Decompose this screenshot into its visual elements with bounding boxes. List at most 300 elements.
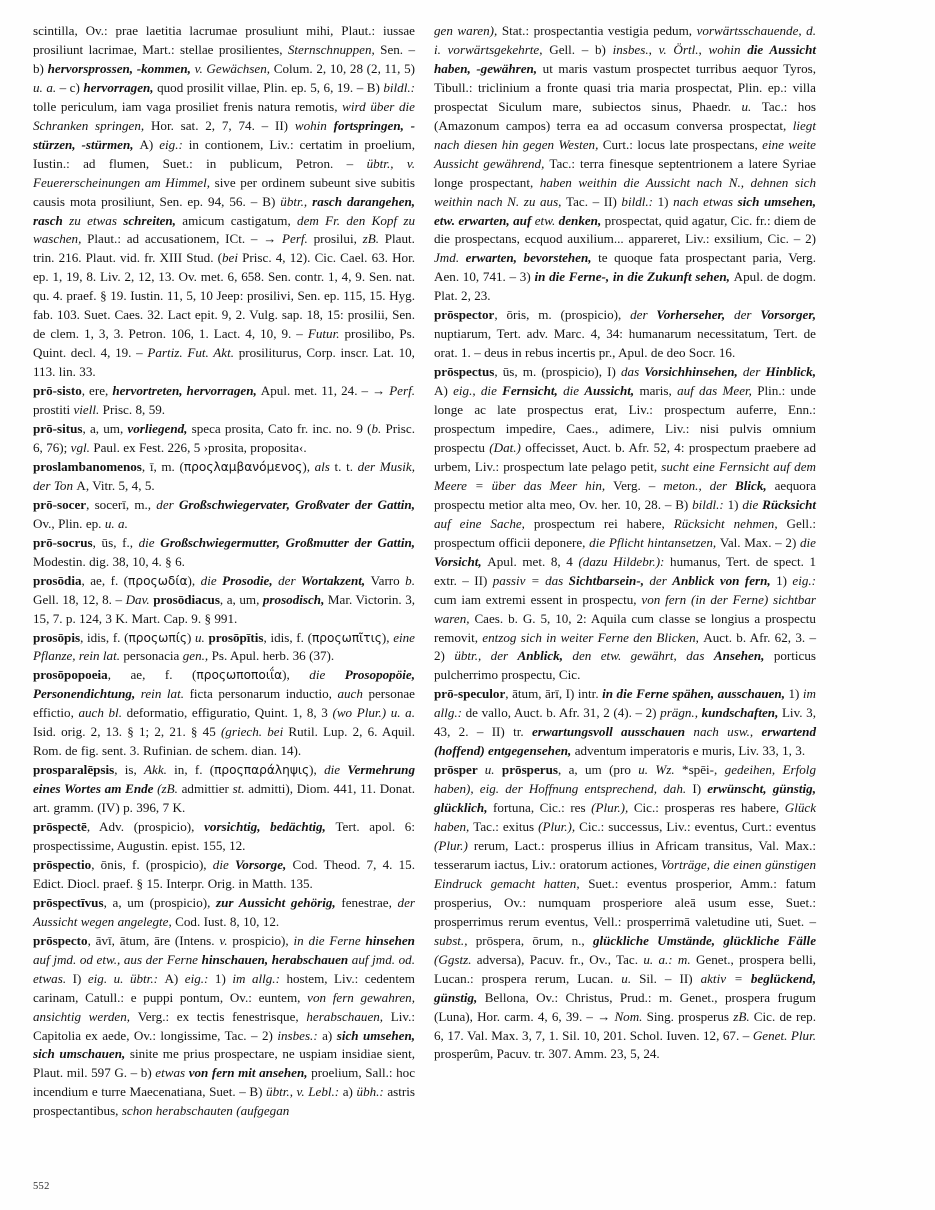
entry-italic: u. a. [104, 515, 128, 531]
entry-gloss: Blick, [735, 477, 775, 493]
entry-text: astris prospectantibus, [33, 1084, 416, 1119]
entry-text: Apul. met. 8, 4 [487, 553, 579, 569]
entry-text: Liv. 3, 43, 2. – II) tr. [434, 705, 816, 740]
entry-text: Tac. – II) [566, 193, 622, 209]
entry-text: Paul. ex Fest. 226, 5 ›prosita, proposita‹. [93, 439, 307, 455]
entry-text: Tac.: hos (Amazonum campos) terra ea ad occasum conversa prospectat, [434, 98, 816, 133]
entry-italic: auf das Meer, [677, 383, 758, 399]
entry-text: prospicio), [232, 932, 294, 948]
entry-italic: (wo Plur.) u. a. [332, 705, 415, 721]
entry-italic: bildl.: [621, 193, 658, 209]
entry-text: , a, um (pro [557, 762, 639, 778]
entry-gloss: Anblick von fern, [672, 572, 777, 588]
entry-italic: nach usw., [693, 724, 762, 740]
entry-text: Isid. orig. 2, 13. § 1; 2, 21. § 45 [33, 724, 221, 740]
dictionary-entry-prosopis [33, 629, 415, 667]
entry-italic: gen waren), [434, 23, 502, 38]
entry-headword: prosōpis [33, 629, 81, 645]
dictionary-entry-prospectus [434, 363, 816, 685]
entry-italic: auf eine Sache, [434, 515, 534, 531]
entry-text: personae effictio, [33, 686, 415, 721]
entry-gloss: beglückend, günstig, [434, 970, 816, 1005]
entry-headword: prosōpopoeia [33, 667, 108, 683]
entry-text: Apul. met. 11, 24. – → [260, 383, 390, 399]
entry-italic: Perf. [389, 383, 416, 399]
entry-italic: v. Gewächsen, [194, 60, 274, 76]
entry-italic: (griech. bei [220, 724, 289, 740]
entry-gloss: Anblick, [517, 648, 573, 664]
entry-text: Plin.: unde longe ac late prospectus erat, Liv.: prospectum auferre, Enn.: prospectum impedire, Caes., adimere, Liv.: nisi pulvis omnium prospectu [434, 383, 816, 455]
entry-text: prōspera, ōrum, n., [475, 932, 593, 948]
entry-italic: den etw. gewährt, das [572, 648, 714, 664]
entry-text: , socerī, m., [86, 496, 157, 512]
entry-text: , ūs, m. (prospicio), I) [494, 364, 621, 380]
entry-italic: u. [484, 762, 502, 778]
entry-italic: die [800, 534, 816, 550]
entry-text: Cic.: successus, Liv.: eventus, Curt.: eventus [579, 819, 816, 835]
entry-italic: der [649, 572, 673, 588]
entry-italic: von fern (in der Ferne) sichtbar waren, [434, 591, 816, 626]
page-columns [33, 22, 905, 1122]
entry-text: ), [302, 458, 315, 474]
entry-gloss: Fernsicht, [502, 383, 564, 399]
entry-text: Prisc. 4, 12). Cic. Cael. 63. Hor. ep. 1, 19, 8. Liv. 2, 12, 13. Ov. met. 6, 658. Sen. contr. 1, 4, 9. Sen. nat. qu. 4. praef. § 19. Iustin. 11, 5, 10 Jeep: prosilivi, Sen. ep. 115, 15. Hyg. fab. 103. Suet. Caes. 32. Lact epit. 9, 2. Vulg. sap. 18, 15: prosilii, Sen. de clem. 1, 3, 3. Petron. 106, 1. Lact. 4, 10, 9. – [33, 250, 415, 342]
left-text-column [33, 22, 415, 1121]
entry-italic: eig., die [453, 383, 503, 399]
entry-text: hostem, Liv.: cedentem carinam, Catull.: e puppi pontum, Ov.: euntem, [33, 970, 415, 1005]
entry-text: Varro [370, 572, 406, 588]
entry-text: in contionem, Liv.: certatim in proelium, Iustin.: ad flumen, Suet.: in publicum, Petron. – [33, 136, 415, 171]
entry-italic: der Musik, der Ton [33, 458, 416, 493]
entry-italic: u. Wz. [638, 762, 683, 778]
entry-headword: prōsperus [501, 762, 558, 778]
entry-italic: nach etwas [673, 193, 738, 209]
entry-gloss: erwarten, bevorstehen, [465, 250, 599, 266]
entry-gloss: erwünscht, günstig, glücklich, [434, 781, 816, 816]
entry-italic: übtr., [280, 193, 313, 209]
entry-text: I) [72, 970, 88, 986]
entry-gloss: Wortakzent, [301, 572, 371, 588]
entry-text: Verg.: ex tectis fenestrisque, [137, 1008, 307, 1024]
entry-text: prostiti [33, 402, 74, 418]
entry-text: admittier [181, 781, 233, 797]
entry-italic: insbes., v. Örtl., wohin [612, 41, 748, 57]
entry-headword: prōspectio [33, 856, 92, 872]
entry-text: Prisc. 6, 76); [33, 421, 415, 455]
dictionary-entry-prospecto-continued [434, 22, 816, 306]
entry-italic: eig. u. übtr.: [87, 970, 165, 986]
entry-gloss: die Aussicht haben, -gewähren, [434, 41, 816, 76]
entry-italic: auf jmd. od etw., aus der Ferne [33, 951, 202, 967]
entry-italic: subst., [434, 932, 476, 948]
entry-italic: die Pflicht hintansetzen, [589, 534, 720, 550]
entry-gloss: Vorsorge, [235, 856, 293, 872]
dictionary-entry-prosopopoeia [33, 666, 415, 761]
entry-text: rerum, Lact.: prosperus illius in Africam transitus, Val. Max.: tesserarum iactus, Liv.: oratorum actiones, [434, 837, 816, 872]
dictionary-entry-prospecte [33, 818, 415, 856]
dictionary-entry-prosilio-continued [33, 22, 415, 382]
entry-text: prosilui, [313, 231, 363, 247]
entry-gloss: Vermehrung eines Wortes am Ende [33, 762, 415, 797]
entry-italic: b. [371, 421, 386, 437]
entry-italic: u. a.: m. [643, 951, 696, 967]
entry-text: A) [139, 136, 160, 152]
entry-italic: vgl. [70, 439, 94, 455]
entry-italic: bildl.: [383, 79, 415, 95]
entry-italic: Perf. [282, 231, 314, 247]
entry-text: prosiliturus, Corp. inscr. Lat. 10, 113. lin. 33. [33, 345, 415, 380]
entry-text: I) [692, 781, 708, 797]
entry-text: Plaut. trin. 216. Plaut. vid. fr. XIII Stud. ( [33, 231, 415, 266]
entry-italic: zB. [733, 1008, 754, 1024]
entry-italic: v. [219, 932, 233, 948]
entry-italic: der [734, 307, 761, 323]
entry-gloss: Vorsorger, [760, 307, 816, 323]
entry-italic: wohin [294, 117, 334, 133]
entry-italic: (dazu Hildebr.): [578, 553, 671, 569]
entry-text: Cic. de rep. 6, 17. Val. Max. 3, 7, 1. Sil. 10, 201. Schol. Iuven. 12, 67. – [434, 1008, 816, 1043]
entry-gloss: Rücksicht [762, 496, 816, 512]
entry-gloss: schreiten, [123, 212, 183, 228]
entry-text: nuptiarum, Tert. adv. Marc. 4, 34: humanarum necessitatum, Tert. de orat. 1. – deus in rebus incertis pr., Apul. de deo Socr. 16. [434, 326, 816, 361]
entry-gloss: hinsehen [365, 932, 415, 948]
entry-italic: übh.: [356, 1084, 388, 1100]
entry-text: 1) [657, 193, 674, 209]
entry-text: Cic.: prosperas res habere, [633, 800, 785, 816]
entry-text: Gell.: prospectum officii deponere, [434, 515, 816, 550]
entry-text: prosperûm, Pacuv. tr. 307. Amm. 23, 5, 24. [434, 1046, 660, 1062]
entry-italic: u. [621, 970, 640, 986]
entry-italic: die [138, 534, 161, 550]
entry-italic: u. a. [33, 79, 60, 95]
entry-italic: insbes.: [277, 1027, 323, 1043]
entry-text: Ps. Apul. herb. 36 (37). [211, 648, 335, 664]
entry-text: , āvī, ātum, āre (Intens. [87, 932, 220, 948]
entry-italic: der [742, 364, 766, 380]
entry-text: , ōris, m. (prospicio), [494, 307, 631, 323]
entry-text: offecisset, Auct. b. Afr. 52, 4: prospectum praebere ad urbem, Liv.: prospectum late pelago petit, [434, 439, 817, 474]
entry-italic: viell. [73, 402, 103, 418]
entry-headword: prōspector [434, 307, 495, 323]
entry-italic: passiv = das [492, 572, 569, 588]
entry-text: , is, [114, 762, 145, 778]
entry-gloss: Großschwiegermutter, Großmutter der Gattin, [160, 534, 416, 550]
entry-text: Verg. – [613, 477, 664, 493]
entry-italic: Genet. Plur. [752, 1027, 817, 1043]
entry-text: maris, [639, 383, 678, 399]
entry-text: Gell. 18, 12, 8. – [33, 591, 126, 607]
entry-text: *spēi-, [682, 762, 725, 778]
entry-text: cum iam extremi essent in prospectu, [434, 591, 642, 607]
entry-italic: Futur. [307, 326, 345, 342]
entry-text: in, f. ( [174, 762, 215, 778]
entry-headword: prosōdia [33, 572, 82, 588]
entry-text: Genet., prospera belli, Lucan.: prospera rerum, Lucan. [434, 951, 817, 986]
entry-italic: eig.: [792, 572, 817, 588]
entry-gloss: Prosodie, [222, 572, 279, 588]
entry-gloss: vorliegend, [127, 421, 192, 437]
entry-text: , Adv. (prospicio), [86, 819, 205, 835]
entry-gloss: glückliche Umstände, glückliche Fälle [592, 932, 817, 948]
entry-italic: der [156, 496, 179, 512]
entry-text: ) [186, 629, 195, 645]
entry-text: Caes. b. G. 5, 10, 2: Aquila cum classe se longius a prospectu removit, [434, 610, 816, 645]
entry-italic: aktiv = [700, 970, 751, 986]
entry-gloss: Sichtbarsein-, [568, 572, 650, 588]
entry-italic: Glück haben, [434, 800, 817, 835]
entry-greek: προςωπῖτις [311, 630, 382, 645]
entry-italic: Dav. [125, 591, 154, 607]
entry-text: , ūs, f., [92, 534, 139, 550]
entry-italic: u. [195, 629, 209, 645]
entry-text: Apul. de dogm. Plat. 2, 23. [434, 269, 816, 304]
entry-text: a) [322, 1027, 337, 1043]
entry-text: amicum castigatum, [182, 212, 298, 228]
entry-text: Tac.: terra finesque septentrionem a latere Syriae longe prospectant, [434, 155, 816, 190]
entry-text: proelium, Sall.: hoc incendium e turre Maecenatiana, Suet. – B) [33, 1065, 416, 1100]
entry-italic: übtr., v. Lebl.: [266, 1084, 343, 1100]
entry-headword: prosōdiacus [153, 591, 220, 607]
entry-text: Sil. – II) [639, 970, 701, 986]
entry-italic: (zB. [157, 781, 182, 797]
entry-gloss: Hinblick, [765, 364, 816, 380]
entry-text: 1) [776, 572, 793, 588]
entry-italic: etw. [534, 212, 559, 228]
entry-text: te quoque fata prospectant paria, Verg. Aen. 10, 741. – 3) [434, 250, 816, 285]
entry-text: Tert. apol. 6: prospectissime, Augustin. epist. 155, 12. [33, 819, 415, 853]
dictionary-entry-prospector [434, 306, 816, 363]
entry-italic: Rücksicht nehmen, [673, 515, 787, 531]
entry-italic: st. [232, 781, 249, 797]
entry-italic: im allg.: [434, 686, 817, 721]
entry-text: A) [434, 383, 454, 399]
entry-text: A) [164, 970, 185, 986]
dictionary-entry-pro-speculor [434, 685, 816, 761]
entry-greek: προςπαράληψις [214, 763, 310, 778]
entry-gloss: rasch darangehen, rasch [33, 193, 415, 228]
entry-greek: προςωπίς [128, 630, 187, 645]
entry-gloss: hervortreten, hervorragen, [112, 383, 261, 399]
entry-text: Auct. b. Afr. 62, 3. – 2) [434, 629, 816, 664]
entry-text: adversa), Pacuv. fr., Ov., Tac. [476, 951, 644, 967]
entry-text: prosilibo, Ps. Quint. decl. 4, 19. – [33, 326, 415, 361]
entry-gloss: erwartungsvoll ausschauen [531, 724, 694, 740]
entry-headword: prōspectē [33, 819, 87, 835]
entry-text: sinite me prius prospectare, ne uspiam insidiae sient, Plaut. mil. 597 G. – b) [33, 1046, 415, 1081]
entry-italic: eine weite Aussicht gewährend, [434, 136, 816, 171]
entry-italic: (Plur.), [591, 800, 634, 816]
entry-text: Modestin. dig. 38, 10, 4. § 6. [33, 553, 185, 569]
entry-italic: sucht eine Fernsicht auf dem Meere = über das Meer hin, [434, 458, 816, 493]
entry-italic: Vorträge, die einen günstigen Eindruck gemacht hatten, [434, 856, 816, 891]
entry-text: Mar. Victorin. 3, 15, 7. p. 124, 3 K. Mart. Cap. 9. § 991. [33, 591, 416, 626]
entry-gloss: denken, [558, 212, 605, 228]
entry-italic: schon herabschauten (aufgegan [121, 1103, 290, 1119]
entry-italic: das [620, 364, 645, 380]
entry-italic: bildl.: [692, 496, 728, 512]
entry-text: Cod. Theod. 7, 4. 15. Edict. Diocl. praef. § 15. Interpr. Orig. in Matth. 135. [33, 856, 415, 891]
entry-italic: Partiz. Fut. Akt. [147, 345, 239, 361]
entry-italic: in die Ferne [293, 932, 366, 948]
entry-italic: als [314, 458, 335, 474]
entry-text: , ōnis, f. (prospicio), [91, 856, 213, 872]
dictionary-entry-prospectivus [33, 894, 415, 932]
dictionary-entry-proslambanomenos [33, 458, 415, 496]
entry-greek: προςωδία [128, 573, 188, 588]
entry-italic: übtr., der [454, 648, 518, 664]
entry-text: , ae, f. ( [81, 572, 129, 588]
entry-headword: prō-sisto [33, 383, 82, 399]
entry-italic: (Dat.) [489, 439, 526, 455]
entry-italic: die [200, 572, 223, 588]
entry-text: Cod. Iust. 8, 10, 12. [175, 913, 280, 929]
entry-italic: dem Fr. den Kopf zu waschen, [33, 212, 415, 247]
entry-text: de vallo, Auct. b. Afr. 31, 2 (4). – 2) [465, 705, 661, 721]
entry-text: , ātum, ārī, I) intr. [505, 686, 603, 702]
entry-text: , a, um (prospicio), [103, 894, 217, 910]
entry-italic: u. [741, 98, 762, 114]
entry-text: scintilla, Ov.: prae laetitia lacrumae prosuliunt mihi, Plaut.: iussae prosiliunt lacrimae, Mart.: stellae prosilientes, [33, 23, 415, 57]
entry-text: 1) [214, 970, 233, 986]
entry-text: deformatio, effiguratio, Quint. 1, 8, 3 [126, 705, 333, 721]
entry-headword: prōspecto [33, 932, 88, 948]
entry-italic: rein lat. [140, 686, 190, 702]
folio-number: 552 [33, 1181, 50, 1192]
entry-text: , a, um, [219, 591, 263, 607]
entry-text: Val. Max. – 2) [719, 534, 800, 550]
entry-text: speca prosita, Cato fr. inc. no. 9 ( [191, 421, 372, 437]
entry-headword: prōspectus [434, 364, 495, 380]
entry-text: Curt.: locus late prospectans, [602, 136, 763, 152]
entry-italic: zu etwas [69, 212, 124, 228]
entry-italic: im allg.: [232, 970, 287, 986]
entry-italic: auch bl. [78, 705, 127, 721]
entry-italic: die [212, 856, 236, 872]
entry-text: Hor. sat. 2, 7, 74. – II) [150, 117, 295, 133]
entry-text: fortuna, Cic.: res [493, 800, 592, 816]
entry-text: Plaut.: ad accusationem, ICt. – → [87, 231, 283, 247]
entry-greek: προςωποποιΐα [196, 668, 283, 683]
entry-italic: vorwärtsschauende, d. i. vorwärtsgekehrte, [434, 23, 817, 57]
entry-text: Bellona, Ov.: Christus, Prud.: m. Genet., prospera frugum (Luna), Hor. carm. 4, 6, 39. – → [434, 989, 816, 1024]
entry-text: prospectat, quid agatur, Cic. fr.: diem de die prospectans, ecquod auxilium... appareret, Liv.: exsilium, Cic. – 2) [434, 212, 816, 247]
entry-text: prospectum rei habere, [533, 515, 674, 531]
entry-text: porticus pulcherrimo prospectu, Cic. [434, 648, 817, 683]
entry-gloss: Aussicht, [584, 383, 640, 399]
right-text-column [434, 22, 816, 1064]
entry-italic: bei [222, 250, 243, 266]
entry-italic: auf jmd. od. etwas. [33, 951, 415, 986]
entry-gloss: Vorherseher, [656, 307, 735, 323]
entry-gloss: Großschwiegervater, Großvater der Gattin, [178, 496, 415, 512]
entry-italic: gen., [182, 648, 212, 664]
entry-text: ), [187, 572, 201, 588]
entry-italic: b. [405, 572, 415, 588]
entry-gloss: hervorsprossen, -kommen, [47, 60, 195, 76]
entry-gloss: Prosopopöie, Personendichtung, [33, 667, 415, 702]
entry-text: ut maris vastum prospectet turribus aequor Tyros, Tibull.: triclinium a fronte quasi tria maria prospectat, Plin. ep.: villa prospectat Siculum mare, subiectos sinus, Phaedr. [434, 60, 816, 114]
entry-gloss: kundschaften, [701, 705, 782, 721]
dictionary-entry-pro-sisto [33, 382, 415, 420]
entry-text: 1) [788, 686, 803, 702]
dictionary-entry-prosper [434, 761, 816, 1064]
entry-italic: etwas [155, 1065, 189, 1081]
entry-greek: προςλαμβανόμενος [183, 459, 303, 474]
entry-text: Colum. 2, 10, 28 (2, 11, 5) [273, 60, 415, 76]
entry-italic: meton., der [663, 477, 736, 493]
entry-text: Gell. – b) [549, 41, 613, 57]
entry-text: Ov., Plin. ep. [33, 515, 105, 531]
entry-gloss: Ansehen, [713, 648, 774, 664]
entry-headword: prosparalēpsis [33, 762, 115, 778]
entry-text: ), [282, 667, 310, 683]
entry-headword: prōsper [434, 762, 485, 778]
dictionary-entry-prospecto [33, 932, 415, 1122]
entry-gloss: zur Aussicht gehörig, [216, 894, 342, 910]
entry-gloss: erwartend (hoffend) entgegensehen, [434, 724, 817, 759]
entry-text: humanus, Tert. de spect. 1 extr. – II) [434, 553, 817, 588]
entry-gloss: in die Ferne-, in die Zukunft sehen, [534, 269, 734, 285]
entry-text: Tac.: exitus [473, 819, 539, 835]
entry-gloss: in die Ferne spähen, ausschauen, [602, 686, 789, 702]
entry-italic: eine Pflanze, rein lat. [33, 629, 415, 664]
entry-headword: prō-situs [33, 421, 83, 437]
entry-text: , ere, [81, 383, 113, 399]
entry-text: admitti), Diom. 441, 11. Donat. art. gramm. (IV) p. 396, 7 K. [33, 781, 415, 816]
entry-text: personacia [123, 648, 183, 664]
entry-italic: liegt nach diesen hin gegen Westen, [434, 117, 816, 152]
entry-text: Prisc. 8, 59. [102, 402, 166, 418]
dictionary-entry-pro-socrus [33, 534, 415, 572]
entry-italic: die [563, 383, 585, 399]
entry-italic: haben weithin die Aussicht nach N., dehnen sich weithin nach N. zu aus, [434, 174, 816, 209]
entry-italic: (Plur.) [434, 837, 474, 853]
entry-italic: übtr., v. Feuererscheinungen am Himmel, [33, 155, 415, 190]
entry-headword: prō-speculor [434, 686, 506, 702]
entry-italic: die [309, 667, 345, 683]
entry-italic: zB. [362, 231, 385, 247]
entry-text: tolle periculum, iam vaga prosiliet frenis natura remotis, [33, 98, 343, 114]
entry-gloss: von fern mit ansehen, [188, 1065, 312, 1081]
entry-gloss: sich umsehen, sich umschauen, [33, 1027, 415, 1062]
entry-gloss: sich umsehen, etw. erwarten, auf [434, 193, 817, 228]
entry-italic: die [742, 496, 763, 512]
entry-italic: Akk. [144, 762, 175, 778]
entry-italic: der [278, 572, 302, 588]
entry-text: fenestrae, [341, 894, 398, 910]
entry-italic: die [324, 762, 348, 778]
entry-italic: eig.: [184, 970, 215, 986]
entry-gloss: fortspringen, -stürzen, -stürmen, [33, 117, 416, 152]
entry-text: quod prosilit villae, Plin. ep. 5, 6, 19. – B) [157, 79, 384, 95]
entry-text: , ī, m. ( [141, 458, 184, 474]
entry-gloss: hervorragen, [83, 79, 158, 95]
entry-italic: der Aussicht wegen angelegte, [33, 894, 415, 929]
entry-italic: der [630, 307, 657, 323]
dictionary-entry-pro-situs [33, 420, 415, 458]
entry-italic: prägn., [660, 705, 702, 721]
entry-text: Liv.: Capitolia ex aede, Ov.: longissime, Tac. – 2) [33, 1008, 415, 1043]
entry-text: , idis, f. ( [80, 629, 129, 645]
entry-text: sive per ordinem subeunt sive subitis causis mota prosiliunt, Sen. ep. 94, 56. – B) [33, 174, 415, 209]
entry-headword: prōspectīvus [33, 894, 104, 910]
entry-gloss: prosodisch, [262, 591, 328, 607]
entry-italic: (Plur.), [538, 819, 580, 835]
entry-text: Sen. – b) [33, 41, 415, 76]
entry-text: Suet.: eventus prosperior, Amm.: fatum prosperius, Ov.: numquam prosperiore aleā usum esse, Suet.: prosperrimus rerum eventus, Vell.: prosperrimā valetudine uti, Suet. – [434, 875, 816, 929]
entry-text: , a, um, [82, 421, 128, 437]
entry-italic: von fern gewahren, ansichtig werden, [33, 989, 415, 1024]
